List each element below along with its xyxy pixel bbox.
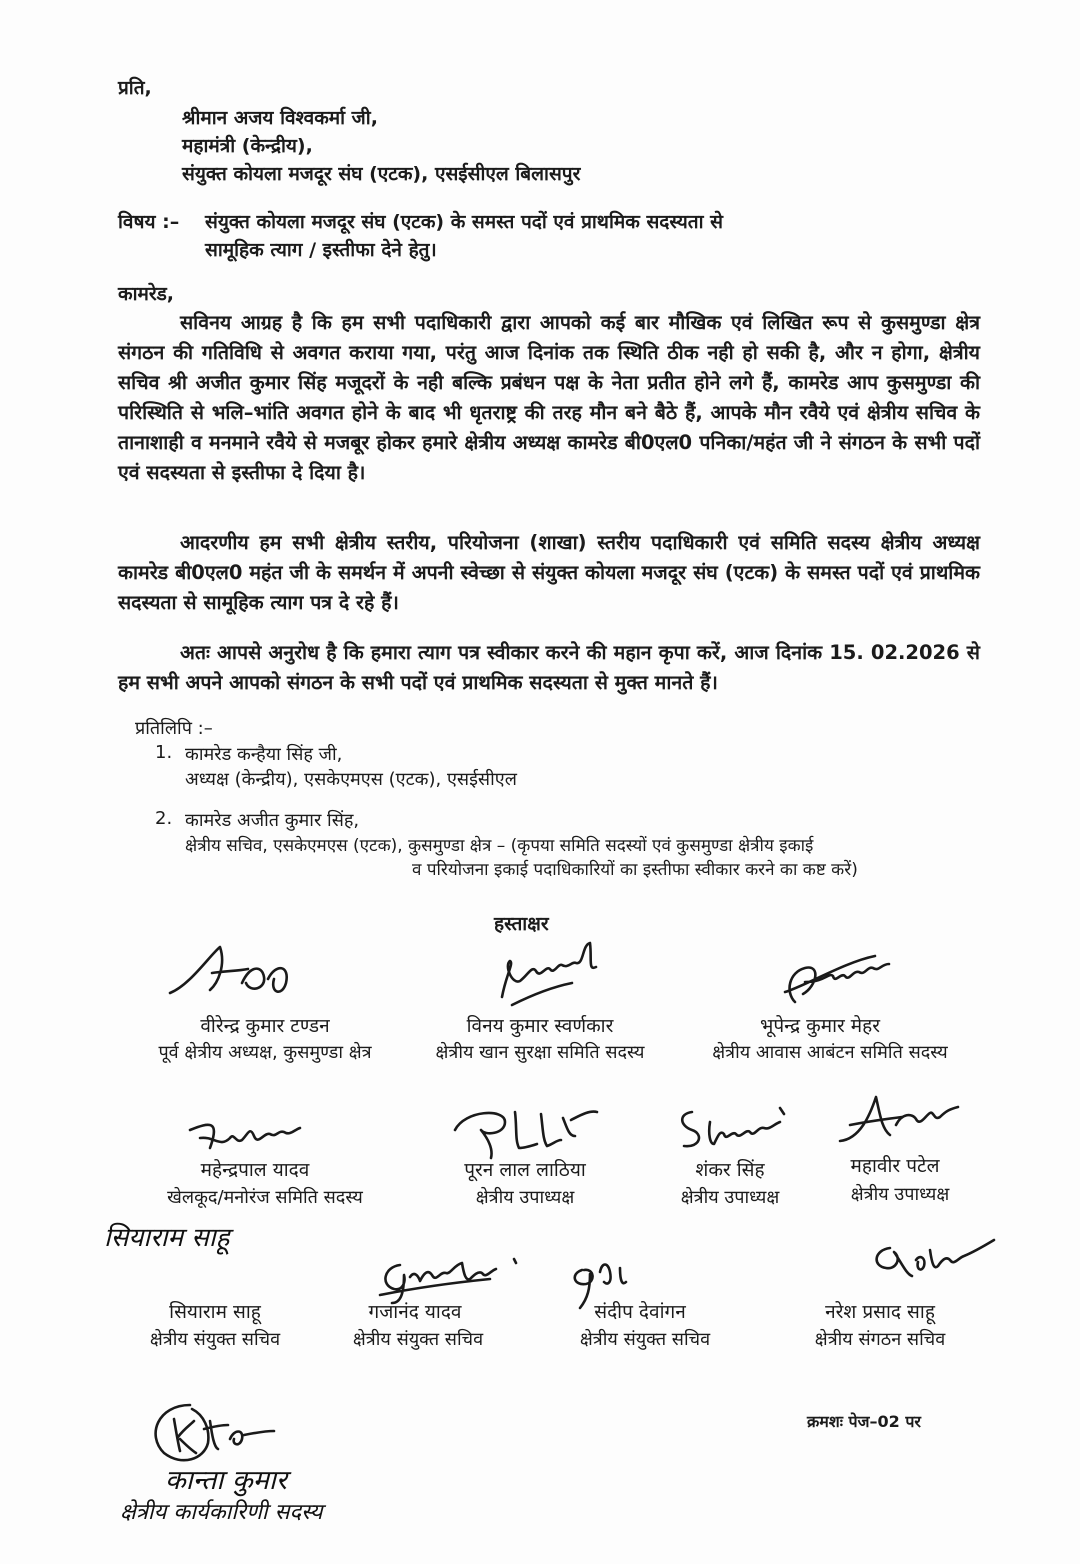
signature-scribble-4 — [180, 1108, 310, 1163]
addressee-name: श्रीमान अजय विश्वकर्मा जी, — [182, 107, 378, 129]
copy-2-line-2: क्षेत्रीय सचिव, एसकेएमएस (एटक), कुसमुण्डा क्षेत्र – (कृपया समिति सदस्यों एवं कुसमुण्डा क्षेत्रीय इकाई — [185, 836, 814, 856]
addressee-designation: महामंत्री (केन्द्रीय), — [182, 135, 313, 157]
signature-scribble-11 — [860, 1230, 1010, 1290]
signatory-3-name: भूपेन्द्र कुमार मेहर — [759, 1015, 881, 1037]
subject-line-1: संयुक्त कोयला मजदूर संघ (एटक) के समस्त पदों एवं प्राथमिक सदस्यता से — [205, 211, 723, 233]
addressee-organization: संयुक्त कोयला मजदूर संघ (एटक), एसईसीएल बिलासपुर — [182, 163, 581, 185]
salutation: कामरेड, — [118, 283, 175, 305]
signature-scribble-2 — [492, 935, 622, 1010]
copy-label: प्रतिलिपि :– — [135, 718, 213, 739]
signatory-9-role: क्षेत्रीय संयुक्त सचिव — [352, 1329, 484, 1350]
copy-1-number: 1. — [155, 742, 173, 763]
subject-label: विषय :– — [118, 211, 180, 233]
signature-scribble-12 — [138, 1395, 288, 1470]
signatory-7-role: क्षेत्रीय उपाध्यक्ष — [850, 1184, 950, 1205]
copy-2-line-3: व परियोजना इकाई पदाधिकारियों का इस्तीफा स्वीकार करने का कष्ट करें) — [412, 860, 858, 880]
signatures-heading: हस्ताक्षर — [494, 913, 549, 935]
signatory-8-role: क्षेत्रीय संयुक्त सचिव — [149, 1329, 281, 1350]
signatory-3-role: क्षेत्रीय आवास आबंटन समिति सदस्य — [712, 1042, 948, 1063]
signatory-5-name: पूरन लाल लाठिया — [464, 1159, 586, 1181]
signature-scribble-5 — [445, 1100, 605, 1160]
signature-scribble-9 — [370, 1245, 530, 1305]
signatory-2-name: विनय कुमार स्वर्णकार — [466, 1015, 614, 1037]
prati-label: प्रति, — [118, 77, 152, 99]
signatory-4-role: खेलकूद/मनोरंज समिति सदस्य — [167, 1187, 363, 1208]
paragraph-2-text: आदरणीय हम सभी क्षेत्रीय स्तरीय, परियोजना (शाखा) स्तरीय पदाधिकारी एवं समिति सदस्य क्षेत्रीय अध्यक्ष कामरेड बी0एल0 महंत जी के समर्थन में अपनी स्वेच्छा से संयुक्त कोयला मजदूर संघ (एटक) के समस्त पदों एवं प्राथमिक सदस्यता से सामूहिक त्याग पत्र दे रहे हैं। — [118, 531, 980, 614]
handwritten-kanta-name: कान्ता कुमार — [165, 1465, 287, 1496]
signatory-4-name: महेन्द्रपाल यादव — [200, 1159, 310, 1181]
handwritten-kanta-role: क्षेत्रीय कार्यकारिणी सदस्य — [120, 1500, 323, 1525]
copy-2-line-1: कामरेड अजीत कुमार सिंह, — [185, 810, 360, 831]
copy-2-number: 2. — [155, 808, 173, 829]
signatory-6-name: शंकर सिंह — [695, 1159, 765, 1181]
signatory-10-role: क्षेत्रीय संयुक्त सचिव — [579, 1329, 711, 1350]
signatory-5-role: क्षेत्रीय उपाध्यक्ष — [475, 1187, 575, 1208]
signatory-11-name: नरेश प्रसाद साहू — [825, 1301, 935, 1323]
signature-scribble-3 — [755, 942, 905, 1017]
signatory-2-role: क्षेत्रीय खान सुरक्षा समिति सदस्य — [435, 1042, 645, 1063]
copy-1-line-1: कामरेड कन्हैया सिंह जी, — [185, 744, 343, 765]
signature-scribble-7 — [830, 1085, 970, 1155]
signatory-10-name: संदीप देवांगन — [594, 1301, 686, 1323]
handwritten-siyaram: सियाराम साहू — [104, 1223, 230, 1253]
paragraph-3-text: अतः आपसे अनुरोध है कि हमारा त्याग पत्र स्वीकार करने की महान कृपा करें, आज दिनांक 15. 02.2026 से हम सभी अपने आपको संगठन के सभी पदों एवं प्राथमिक सदस्यता से मुक्त मानते हैं। — [118, 641, 980, 694]
signatory-11-role: क्षेत्रीय संगठन सचिव — [814, 1329, 946, 1350]
paragraph-1-text: सविनय आग्रह है कि हम सभी पदाधिकारी द्वारा आपको कई बार मौखिक एवं लिखित रूप से कुसमुण्डा क्षेत्र संगठन की गतिविधि से अवगत कराया गया, परंतु आज दिनांक तक स्थिति ठीक नही हो सकी है, और न होगा, क्षेत्रीय सचिव श्री अजीत कुमार सिंह मजूदरों के नही बल्कि प्रबंधन पक्ष के नेता प्रतीत होने लगे हैं, कामरेड आप कुसमुण्डा की परिस्थिति से भलि–भांति अवगत होने के बाद भी धृतराष्ट्र की तरह मौन बने बैठे हैं, आपके मौन रवैये एवं क्षेत्रीय सचिव के तानाशाही व मनमाने रवैये से मजबूर होकर हमारे क्षेत्रीय अध्यक्ष कामरेड बी0एल0 पनिका/महंत जी ने संगठन के सभी पदों एवं सदस्यता से इस्तीफा दे दिया है। — [118, 311, 980, 484]
signature-scribble-1 — [150, 935, 310, 1010]
subject-line-2: सामूहिक त्याग / इस्तीफा देने हेतु। — [205, 239, 437, 261]
signatory-1-role: पूर्व क्षेत्रीय अध्यक्ष, कुसमुण्डा क्षेत्र — [158, 1042, 372, 1063]
signature-scribble-6 — [670, 1100, 800, 1155]
body-paragraph-3 — [118, 638, 980, 698]
signatory-8-name: सियाराम साहू — [169, 1301, 261, 1323]
copy-1-line-2: अध्यक्ष (केन्द्रीय), एसकेएमएस (एटक), एसईसीएल — [185, 769, 517, 790]
signatory-6-role: क्षेत्रीय उपाध्यक्ष — [680, 1187, 780, 1208]
signatory-9-name: गजानंद यादव — [368, 1301, 462, 1323]
signatory-7-name: महावीर पटेल — [850, 1155, 940, 1177]
signatory-1-name: वीरेन्द्र कुमार टण्डन — [200, 1015, 330, 1037]
continued-note: क्रमशः पेज–02 पर — [807, 1412, 921, 1431]
body-paragraph-1 — [118, 308, 980, 488]
body-paragraph-2 — [118, 528, 980, 618]
